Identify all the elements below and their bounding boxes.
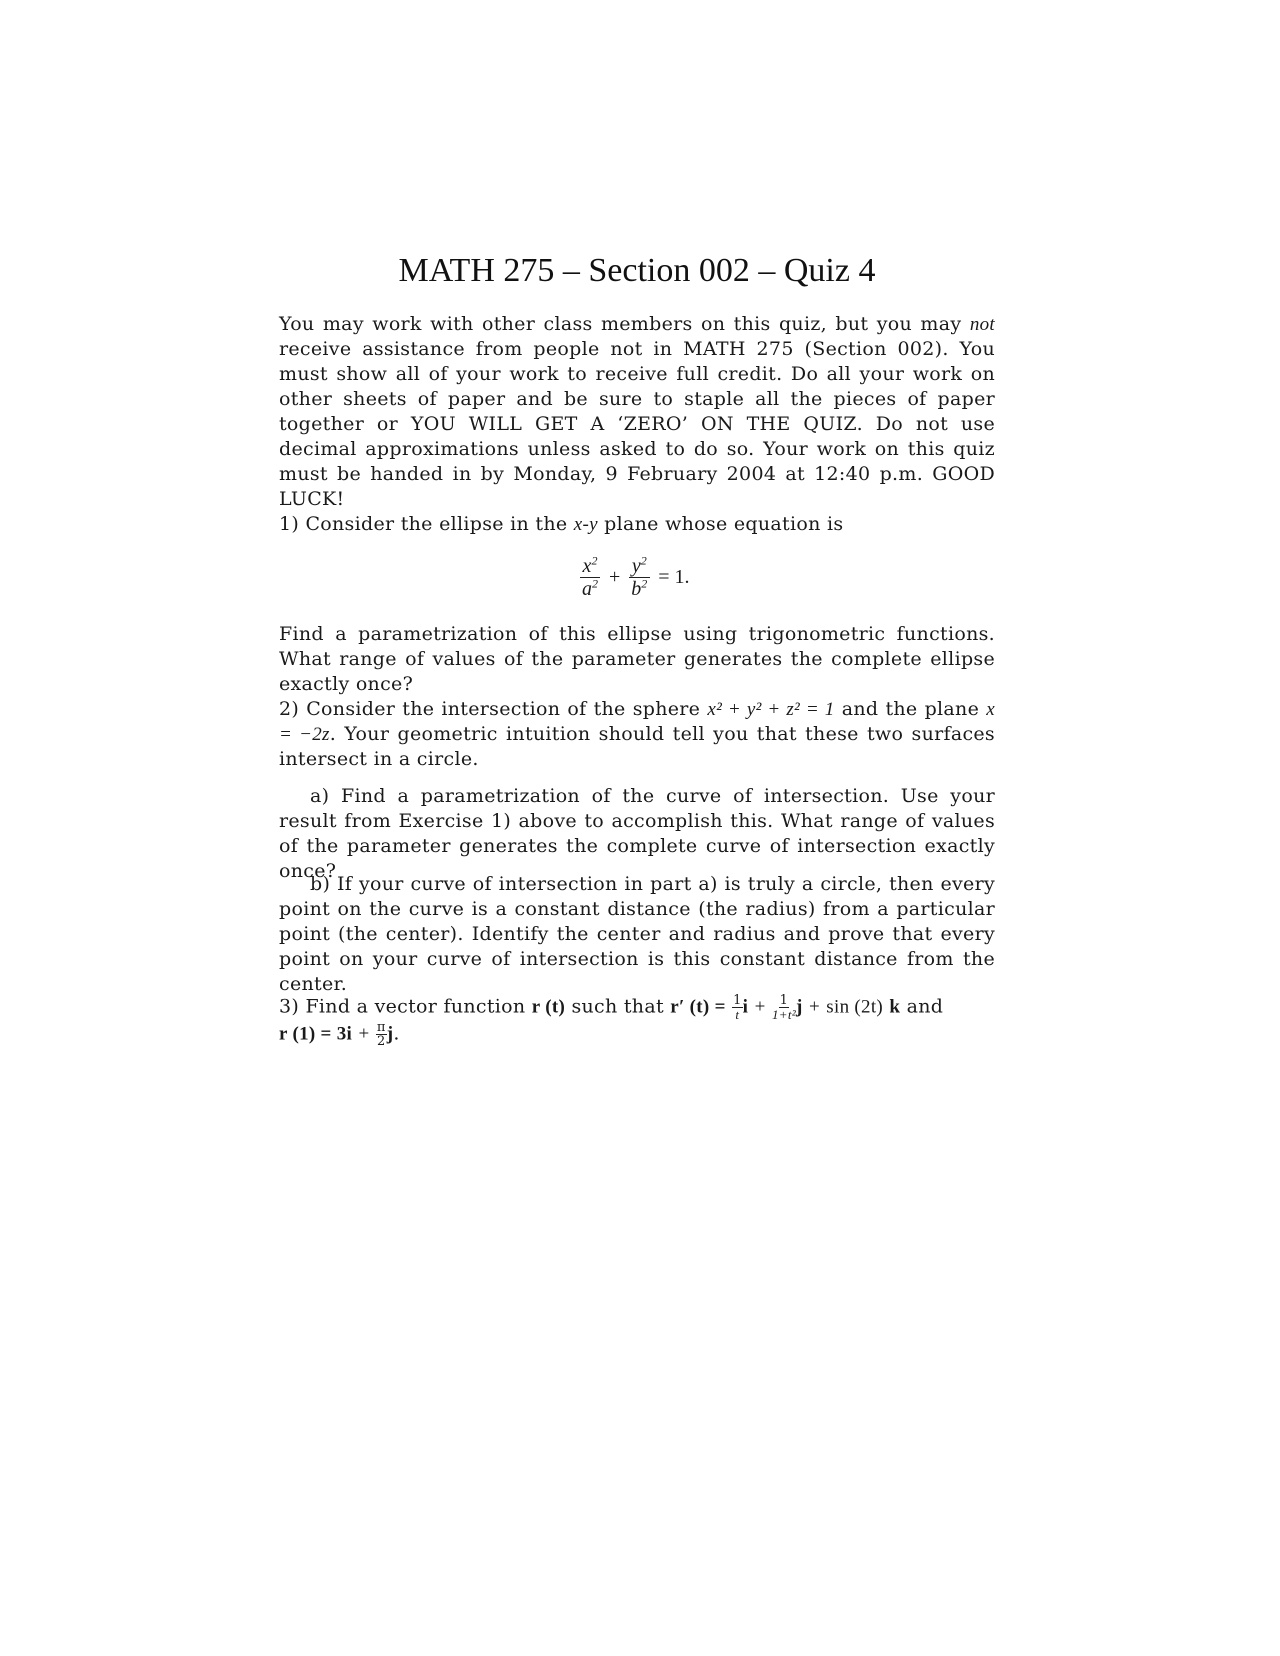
ellipse-den-b: b bbox=[631, 578, 642, 600]
q3-fraction-3 bbox=[376, 1021, 387, 1048]
q3-f2-den: 1+t² bbox=[771, 1007, 796, 1022]
ellipse-fraction-y bbox=[628, 555, 650, 600]
q3-unit-i-2: i bbox=[346, 1023, 353, 1045]
q3-unit-j: j bbox=[795, 996, 803, 1018]
ellipse-plus: + bbox=[609, 566, 621, 588]
ellipse-exp: 2 bbox=[591, 553, 598, 568]
q2-plane-eq: x = −2z bbox=[279, 699, 995, 745]
q3-f3-num: π bbox=[376, 1020, 386, 1035]
ellipse-equation bbox=[579, 555, 690, 600]
q3-sin-term: sin (2t) bbox=[826, 996, 884, 1018]
q3-such-text: such that bbox=[565, 995, 671, 1018]
question-2b: b) If your curve of intersection in part a) is truly a circle, then every point on the curve is a constant distance (the radius) from a particular point (the center). Identify the center and radius and prove that every point on your curve of intersection is this constant distance from the center. bbox=[279, 873, 995, 995]
ellipse-num-y: y bbox=[631, 555, 641, 577]
q3-plus-1: + bbox=[754, 996, 766, 1018]
q3-f1-den: t bbox=[735, 1007, 740, 1022]
instructions-text-b: receive assistance from people not in MATH 275 (Section 002). You must show all of your work to receive full credit. Do all your work on other sheets of paper and be sure to staple all the pieces of paper together or YOU WILL GET A ‘ZERO’ ON THE QUIZ. Do not use decimal approximations unless asked to do so. Your work on this quiz must be handed in by Monday, 9 February 2004 at 12:40 p.m. GOOD LUCK! bbox=[279, 338, 995, 510]
instructions-emphasis: not bbox=[969, 314, 995, 335]
question-2-lead bbox=[279, 697, 995, 772]
ellipse-exp: 2 bbox=[592, 576, 598, 591]
q2-lead-text: 2) Consider the intersection of the sphere bbox=[279, 698, 708, 720]
q3-end-punct: . bbox=[393, 1022, 400, 1045]
q3-fraction-1 bbox=[732, 994, 743, 1021]
q3-rprime: r′ (t) = bbox=[670, 996, 726, 1018]
ellipse-rhs: = 1. bbox=[658, 566, 690, 588]
q3-f1-num: 1 bbox=[733, 993, 742, 1008]
q3-unit-j-2: j bbox=[386, 1023, 394, 1045]
q3-fraction-2 bbox=[772, 994, 796, 1021]
q2-tail-text: . Your geometric intuition should tell you that these two surfaces intersect in a circle. bbox=[279, 723, 995, 770]
q3-plus-3: + bbox=[358, 1023, 370, 1045]
ellipse-exp: 2 bbox=[641, 576, 648, 591]
q3-f2-num: 1 bbox=[779, 993, 789, 1008]
question-2a: a) Find a parametrization of the curve of intersection. Use your result from Exercise 1) above to accomplish this. What range of values of the parameter generates the complete curve of intersection exactly once? bbox=[279, 785, 995, 882]
ellipse-fraction-x bbox=[579, 555, 601, 600]
q2-sphere-eq: x² + y² + z² = 1 bbox=[707, 699, 835, 720]
question-1-body: Find a parametrization of this ellipse using trigonometric functions. What range of values of the parameter generates the complete ellipse exactly once? bbox=[279, 623, 995, 695]
question-1-lead bbox=[279, 512, 995, 537]
question-3 bbox=[279, 994, 995, 1048]
q3-and-text: and bbox=[900, 995, 944, 1018]
instructions-paragraph bbox=[279, 312, 995, 512]
q1-lead-tail: plane whose equation is bbox=[597, 513, 844, 535]
q3-plus-2: + bbox=[808, 996, 820, 1018]
ellipse-den-a: a bbox=[582, 578, 592, 600]
instructions-text-a: You may work with other class members on this quiz, but you may bbox=[279, 313, 970, 335]
q3-r-of-t: r (t) bbox=[531, 996, 566, 1018]
q3-unit-k: k bbox=[889, 996, 901, 1018]
page-title: MATH 275 – Section 002 – Quiz 4 bbox=[398, 252, 876, 289]
q3-lead-text: 3) Find a vector function bbox=[279, 995, 532, 1018]
q2-mid-text: and the plane bbox=[834, 698, 987, 720]
q3-f3-den: 2 bbox=[376, 1034, 386, 1049]
q1-plane-var: x-y bbox=[573, 514, 598, 535]
q3-unit-i: i bbox=[742, 996, 749, 1018]
ellipse-num-x: x bbox=[582, 555, 592, 577]
q3-r-of-1: r (1) = 3 bbox=[279, 1023, 347, 1045]
q1-lead-text: 1) Consider the ellipse in the bbox=[279, 513, 574, 535]
ellipse-exp: 2 bbox=[640, 553, 647, 568]
